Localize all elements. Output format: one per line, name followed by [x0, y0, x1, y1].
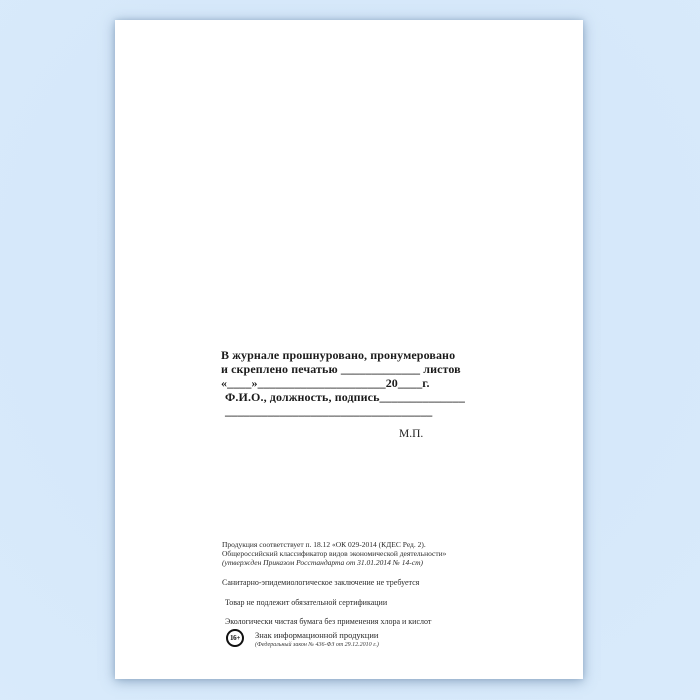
federal-law-note: (Федеральный закон № 436-ФЗ от 29.12.2010 г.): [255, 641, 379, 648]
sanitary-statement: Санитарно-эпидемиологическое заключение не требуется: [222, 578, 420, 587]
age-mark-block: [226, 629, 379, 649]
certification-statement: Товар не подлежит обязательной сертификации: [225, 598, 388, 607]
stitch-certification-block: [221, 348, 465, 418]
seal-place-label: М.П.: [399, 428, 424, 440]
compliance-block: [222, 540, 446, 567]
compliance-line-2: Общероссийский классификатор видов экономической деятельности»: [222, 549, 447, 558]
ecology-statement: Экологически чистая бумага без применения хлора и кислот: [225, 617, 432, 626]
compliance-line-1: Продукция соответствует п. 18.12 «ОК 029-2014 (КДЕС Ред. 2).: [222, 540, 426, 549]
age-mark-text: [255, 629, 379, 649]
compliance-line-3: (утвержден Приказом Росстандарта от 31.01.2014 № 14-ст): [222, 558, 423, 567]
stitch-line-1: В журнале прошнуровано, пронумеровано: [221, 348, 456, 362]
stitch-line-5: __________________________________: [225, 404, 433, 418]
stitch-line-4: Ф.И.О., должность, подпись______________: [225, 390, 465, 404]
age-rating-16-icon: 16+: [226, 629, 244, 647]
journal-back-page: [115, 20, 583, 679]
information-product-sign-label: Знак информационной продукции: [255, 630, 379, 640]
stitch-line-3: «____»_____________________20____г.: [221, 376, 430, 390]
stitch-line-2: и скреплено печатью _____________ листов: [221, 362, 461, 376]
